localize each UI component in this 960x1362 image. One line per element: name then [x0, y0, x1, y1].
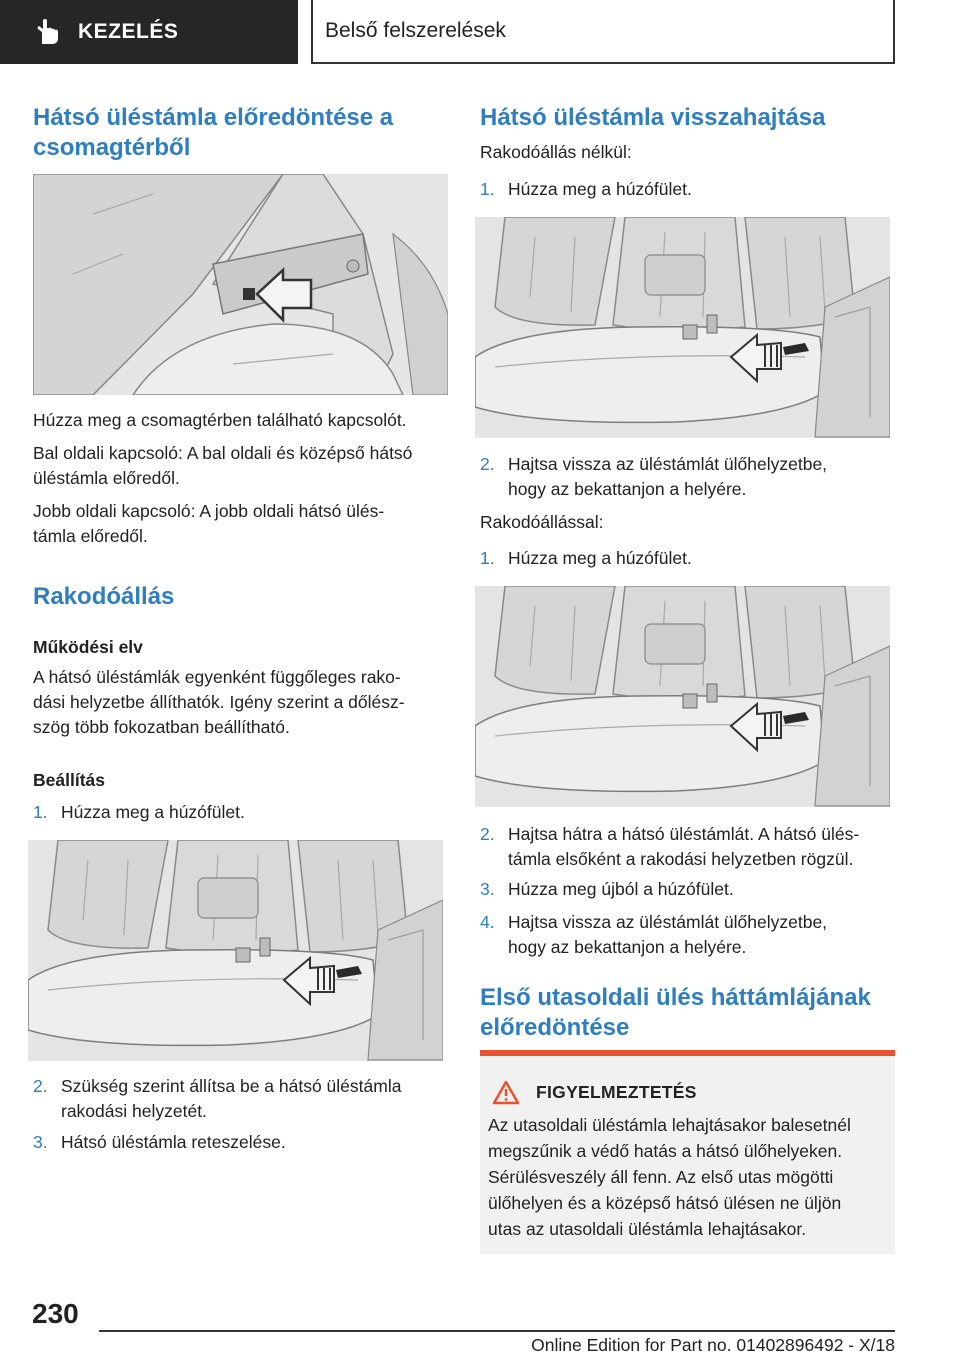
step-number: 2.: [480, 454, 495, 474]
list-item: [33, 1130, 453, 1155]
list-item: [480, 877, 895, 902]
seat-figure-3: [475, 586, 890, 807]
heading-fold-text: Hátsó üléstámla előredöntése a csomagtérből: [33, 104, 394, 161]
warning-line: ülőhelyen és a középső hátsó ülésen ne üljön: [488, 1193, 842, 1213]
list-item: [480, 177, 895, 202]
fold-paragraph-2a: Bal oldali kapcsoló: A bal oldali és középső hátsó: [33, 443, 413, 463]
step-text: Húzza meg a húzófület.: [61, 802, 245, 822]
step-text-cont: rakodási helyzetét.: [61, 1101, 207, 1121]
step-text: Húzza meg újból a húzófület.: [508, 879, 734, 899]
edition-note: Online Edition for Part no. 01402896492 - X/18: [531, 1335, 895, 1355]
step-number: 1.: [480, 179, 495, 199]
warning-box: [480, 1050, 895, 1254]
step-number: 2.: [480, 824, 495, 844]
warning-title-row: [492, 1080, 697, 1105]
list-item: [480, 452, 895, 502]
step-text: Szükség szerint állítsa be a hátsó üléstámla: [61, 1076, 402, 1096]
fold-paragraph-3a: Jobb oldali kapcsoló: A jobb oldali hátsó ülés-: [33, 501, 385, 521]
heading-fold-back: Hátsó üléstámla visszahajtása: [480, 104, 826, 131]
trunk-figure: [33, 174, 448, 395]
without-loading-label: Rakodóállás nélkül:: [480, 142, 632, 162]
heading-fold-from-trunk: [33, 103, 433, 163]
seat-figure-2: [475, 217, 890, 438]
warning-line: Sérülésveszély áll fenn. Az első utas mögötti: [488, 1167, 834, 1187]
principle-line-c: szög több fokozatban beállítható.: [33, 717, 290, 737]
list-item: [480, 546, 895, 571]
warning-line: megszűnik a védő hatás a hátsó ülőhelyeken.: [488, 1141, 843, 1161]
seat-figure-1: [28, 840, 443, 1061]
step-number: 3.: [480, 879, 495, 899]
list-item: [33, 800, 453, 825]
warning-line: Az utasoldali üléstámla lehajtásakor balesetnél: [488, 1115, 851, 1135]
heading-principle: Működési elv: [33, 637, 143, 657]
heading-setting: Beállítás: [33, 770, 105, 790]
step-text: Hajtsa vissza az üléstámlát ülőhelyzetbe,: [508, 454, 828, 474]
step-number: 3.: [33, 1132, 48, 1152]
heading-front-seat-fold: Első utasoldali ülés háttámlájának előredöntése: [480, 984, 871, 1041]
step-text: Húzza meg a húzófület.: [508, 179, 692, 199]
chapter-title: Belső felszerelések: [325, 19, 506, 42]
fold-paragraph-1: Húzza meg a csomagtérben található kapcsolót.: [33, 410, 407, 430]
step-text: Hajtsa vissza az üléstámlát ülőhelyzetbe,: [508, 912, 828, 932]
step-text-cont: hogy az bekattanjon a helyére.: [508, 479, 747, 499]
step-number: 1.: [33, 802, 48, 822]
list-item: [480, 822, 895, 872]
step-text: Hátsó üléstámla reteszelése.: [61, 1132, 286, 1152]
principle-line-b: dási helyzetbe állíthatók. Igény szerint a dőlész-: [33, 692, 405, 712]
step-text: Húzza meg a húzófület.: [508, 548, 692, 568]
section-tab[interactable]: [0, 0, 298, 64]
warning-line: utas az utasoldali üléstámla lehajtásakor.: [488, 1219, 807, 1239]
warning-triangle-icon: [492, 1080, 520, 1105]
fold-paragraph-2b: üléstámla előredől.: [33, 468, 180, 488]
page-number: 230: [32, 1298, 79, 1329]
step-text: Hajtsa hátra a hátsó üléstámlát. A hátsó ülés-: [508, 824, 860, 844]
list-item: [33, 1074, 453, 1124]
heading-loading-position: Rakodóállás: [33, 583, 175, 610]
step-number: 2.: [33, 1076, 48, 1096]
step-text-cont: hogy az bekattanjon a helyére.: [508, 937, 747, 957]
with-loading-label: Rakodóállással:: [480, 512, 604, 532]
step-number: 4.: [480, 912, 495, 932]
seat-illustration-2: [475, 217, 890, 438]
seat-illustration-1: [28, 840, 443, 1061]
pointing-hand-icon: [34, 18, 62, 46]
principle-line-a: A hátsó üléstámlák egyenként függőleges rako-: [33, 667, 401, 687]
fold-paragraph-3b: támla előredől.: [33, 526, 148, 546]
seat-illustration-3: [475, 586, 890, 807]
step-number: 1.: [480, 548, 495, 568]
chapter-header: [311, 0, 895, 64]
warning-title: FIGYELMEZTETÉS: [536, 1082, 697, 1102]
section-label: KEZELÉS: [78, 20, 179, 43]
list-item: [480, 910, 895, 960]
footer-divider: [99, 1330, 895, 1332]
step-text-cont: támla elsőként a rakodási helyzetben rögzül.: [508, 849, 854, 869]
trunk-illustration: [33, 174, 448, 395]
warning-body: [488, 1112, 888, 1242]
